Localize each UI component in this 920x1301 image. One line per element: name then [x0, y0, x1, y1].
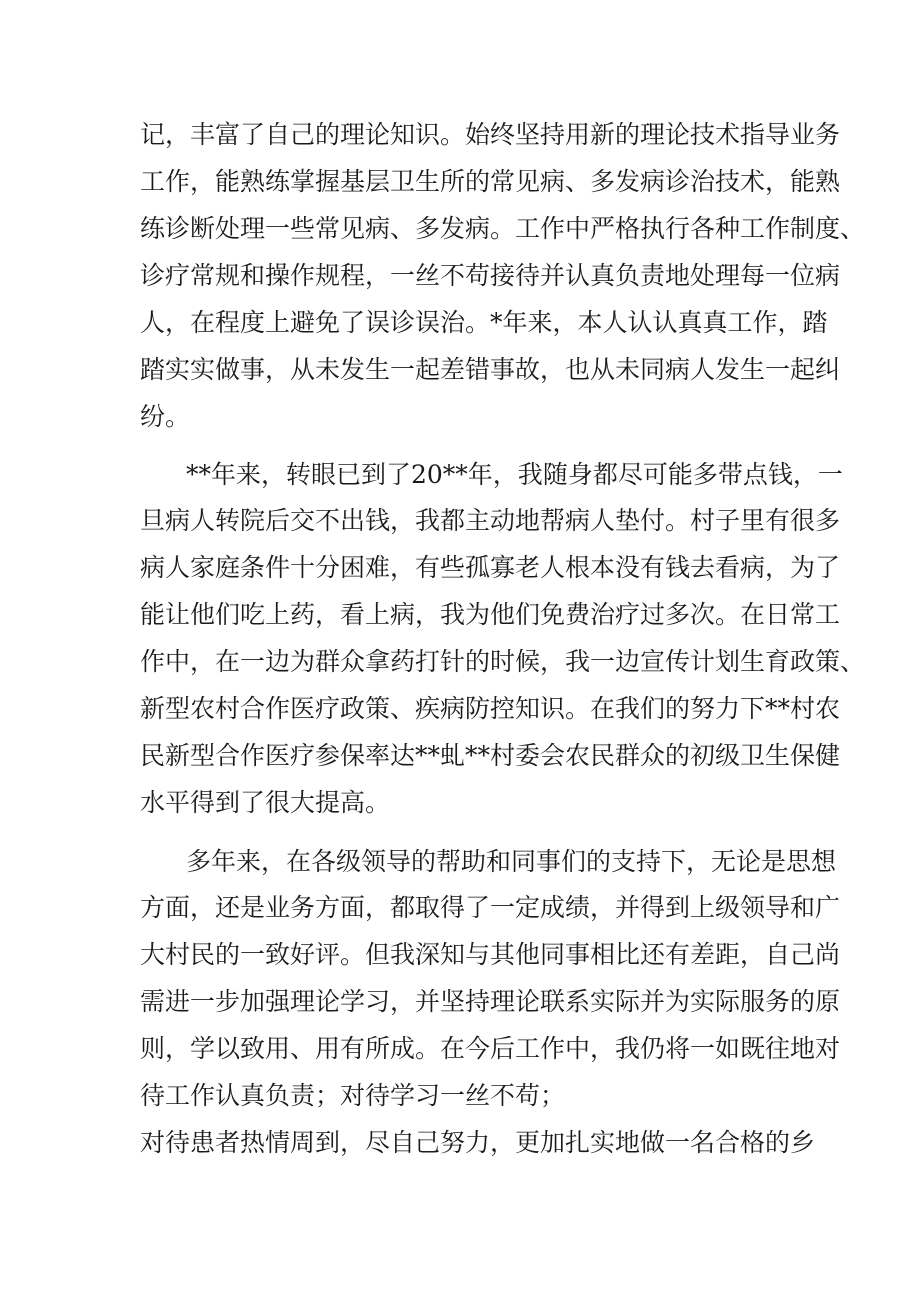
- paragraph-1-line-1: 记，丰富了自己的理论知识。始终坚持用新的理论技术指导业务: [140, 120, 841, 149]
- paragraph-3-line-4: 需进一步加强理论学习，并坚持理论联系实际并为实际服务的原: [140, 987, 841, 1016]
- paragraph-1-line-7: 纷。: [140, 402, 191, 431]
- paragraph-3-line-2: 方面，还是业务方面，都取得了一定成绩，并得到上级领导和广: [140, 893, 841, 922]
- paragraph-2-line-8: 水平得到了很大提高。: [140, 788, 391, 817]
- paragraph-2-line-4: 能让他们吃上药，看上病，我为他们免费治疗过多次。在日常工: [140, 600, 841, 629]
- paragraph-1-line-6: 踏实实做事，从未发生一起差错事故，也从未同病人发生一起纠: [140, 355, 841, 384]
- paragraph-1-line-5: 人，在程度上避免了误诊误治。*年来，本人认认真真工作，踏: [140, 308, 828, 337]
- paragraph-2-line-5: 作中，在一边为群众拿药打针的时候，我一边宣传计划生育政策、: [140, 647, 866, 676]
- paragraph-3-line-5: 则，学以致用、用有所成。在今后工作中，我仍将一如既往地对: [140, 1034, 841, 1063]
- paragraph-1-line-2: 工作，能熟练掌握基层卫生所的常见病、多发病诊治技术，能熟: [140, 167, 841, 196]
- paragraph-3-line-3: 大村民的一致好评。但我深知与其他同事相比还有差距，自己尚: [140, 940, 841, 969]
- paragraph-2-line-1: **年来，转眼已到了20**年，我随身都尽可能多带点钱，一: [186, 460, 843, 489]
- paragraph-3-line-1: 多年来，在各级领导的帮助和同事们的支持下，无论是思想: [186, 847, 837, 876]
- paragraph-2-line-3: 病人家庭条件十分困难，有些孤寡老人根本没有钱去看病，为了: [140, 553, 841, 582]
- paragraph-2-line-7: 民新型合作医疗参保率达**虬**村委会农民群众的初级卫生保健: [140, 741, 841, 770]
- paragraph-1-line-3: 练诊断处理一些常见病、多发病。工作中严格执行各种工作制度、: [140, 214, 866, 243]
- paragraph-1-line-4: 诊疗常规和操作规程，一丝不苟接待并认真负责地处理每一位病: [140, 261, 841, 290]
- paragraph-2-line-2: 旦病人转院后交不出钱，我都主动地帮病人垫付。村子里有很多: [140, 506, 841, 535]
- paragraph-2-line-6: 新型农村合作医疗政策、疾病防控知识。在我们的努力下**村农: [140, 694, 841, 723]
- paragraph-3-line-6: 待工作认真负责；对待学习一丝不苟；: [140, 1081, 566, 1110]
- paragraph-4-line-1: 对待患者热情周到，尽自己努力，更加扎实地做一名合格的乡: [140, 1128, 816, 1157]
